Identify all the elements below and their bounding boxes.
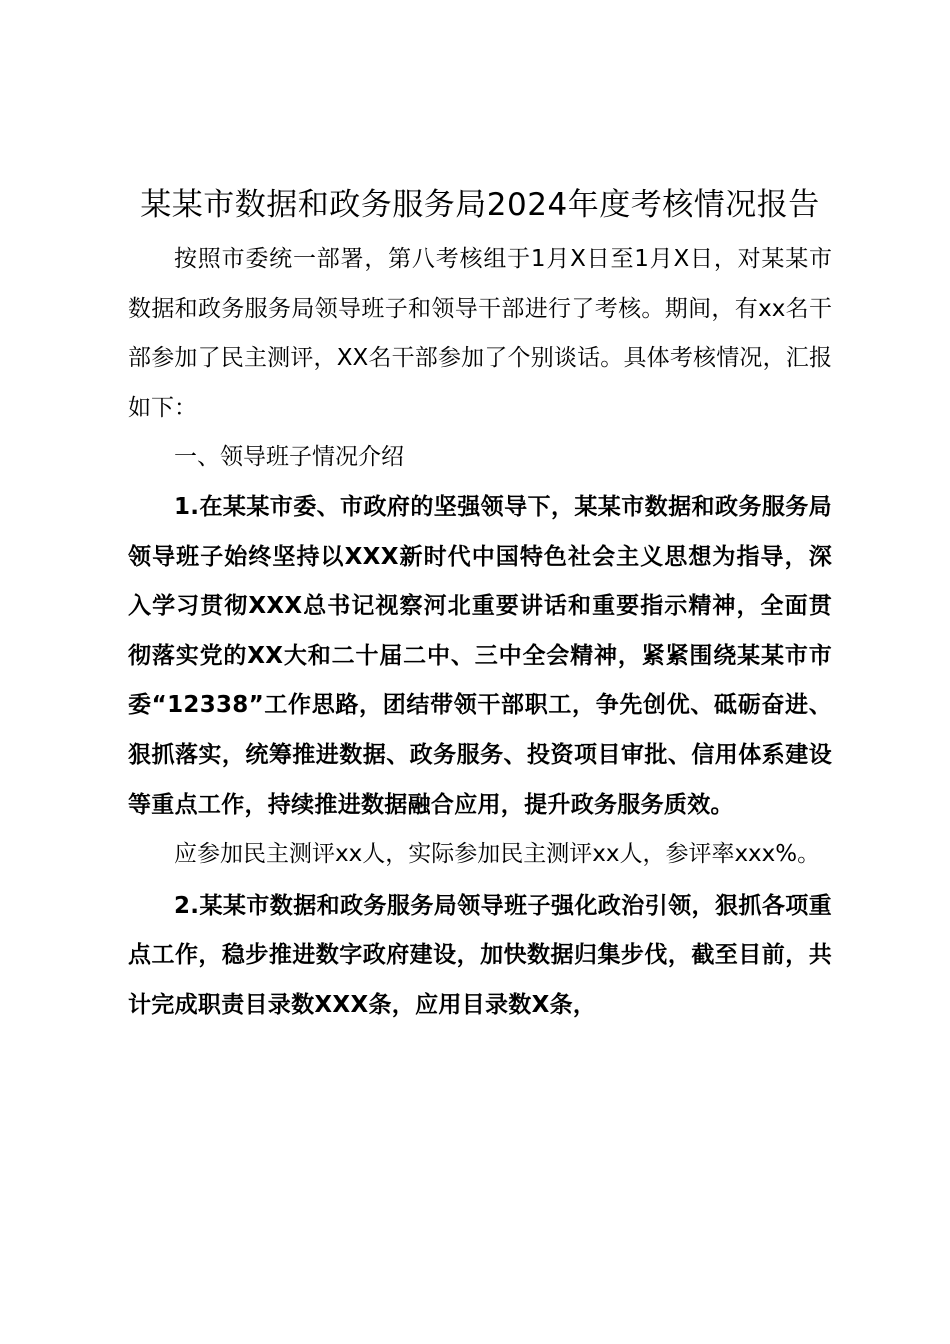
document-title: 某某市数据和政务服务局2024年度考核情况报告 <box>140 187 820 223</box>
paragraph-point-1: 1.在某某市委、市政府的坚强领导下，某某市数据和政务服务局领导班子始终坚持以XXX新时代中国特色社会主义思想为指导，深入学习贯彻XXX总书记视察河北重要讲话和重要指示精神，全面贯彻落实党的XX大和二十届二中、三中全会精神，紧紧围绕某某市市委“12338”工作思路，团结带领干部职工，争先创优、砥砺奋进、狠抓落实，统筹推进数据、政务服务、投资项目审批、信用体系建设等重点工作，持续推进数据融合应用，提升政务服务质效。 <box>128 493 832 818</box>
section-heading-leadership: 一、领导班子情况介绍 <box>174 444 404 471</box>
document-body <box>128 182 832 1031</box>
intro-paragraph: 按照市委统一部署，第八考核组于1月X日至1月X日，对某某市数据和政务服务局领导班子和领导干部进行了考核。期间，有xx名干部参加了民主测评，XX名干部参加了个别谈话。具体考核情况，汇报如下： <box>128 246 832 421</box>
evaluation-note-paragraph: 应参加民主测评xx人，实际参加民主测评xx人，参评率xxx%。 <box>174 841 821 868</box>
paragraph-point-2: 2.某某市数据和政务服务局领导班子强化政治引领，狠抓各项重点工作，稳步推进数字政府建设，加快数据归集步伐，截至目前，共计完成职责目录数XXX条，应用目录数X条， <box>128 892 832 1018</box>
